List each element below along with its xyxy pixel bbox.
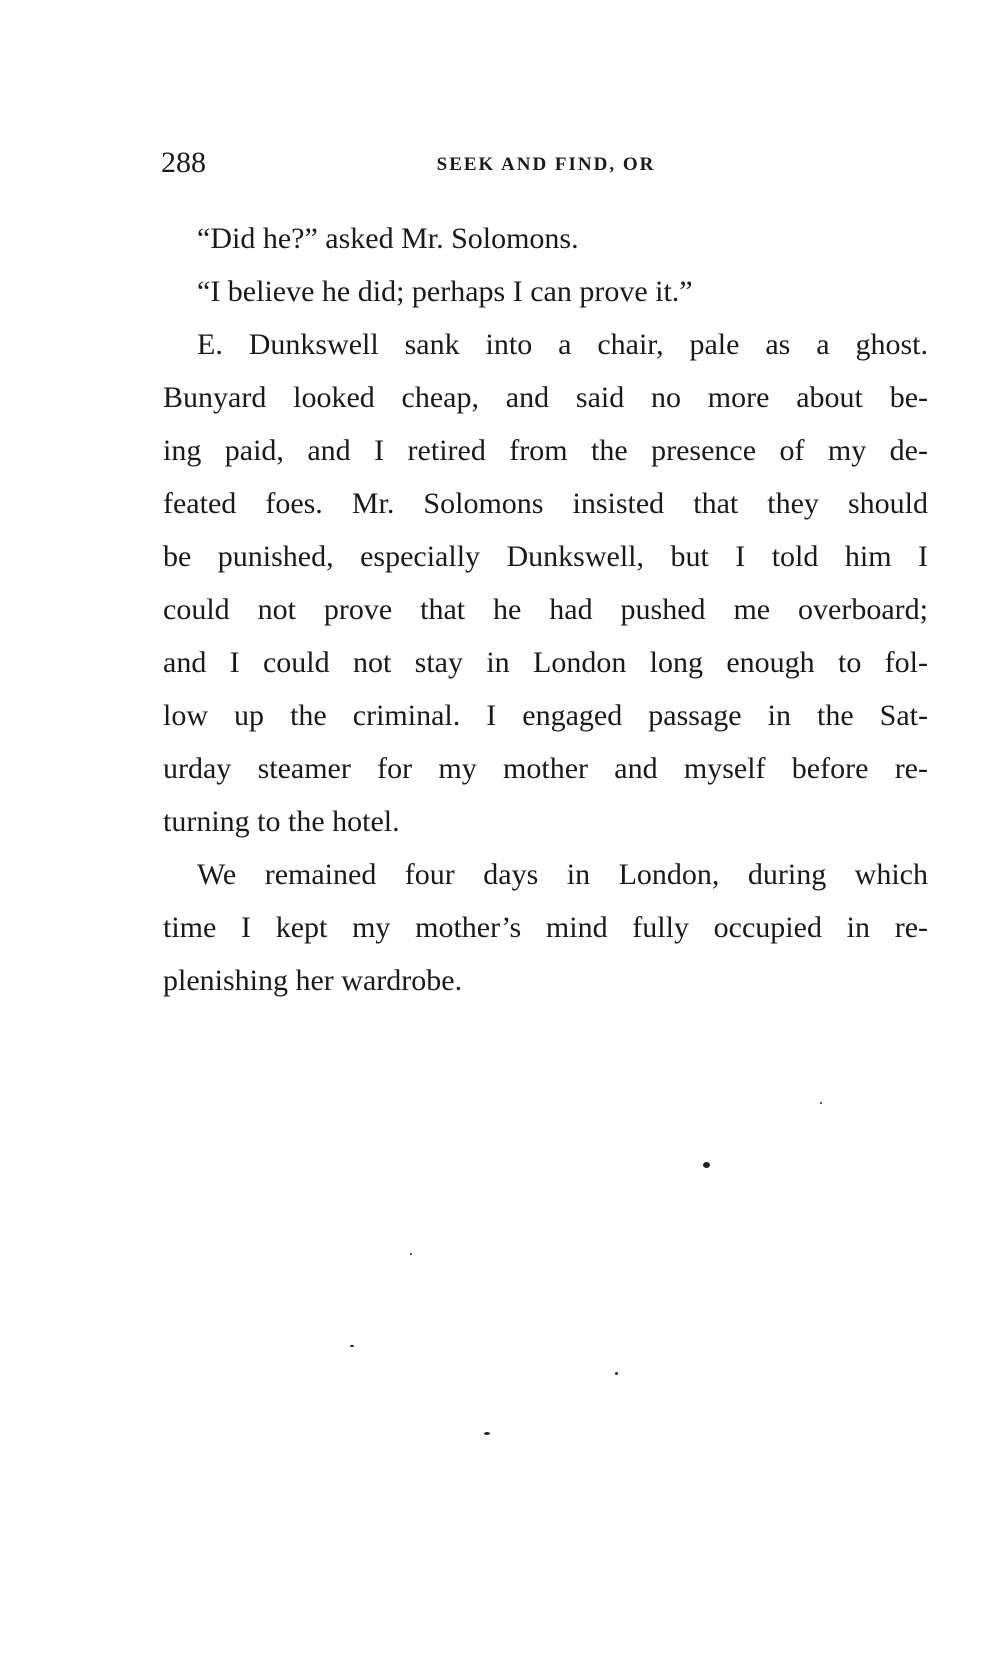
text-line: ing paid, and I retired from the presence of my de- xyxy=(163,434,928,467)
text-line: plenishing her wardrobe. xyxy=(163,964,463,997)
scan-speck xyxy=(410,1253,412,1255)
scan-speck xyxy=(350,1345,354,1347)
paragraph-4 xyxy=(163,848,928,1007)
text-line: urday steamer for my mother and myself before re- xyxy=(163,752,928,785)
text-line: and I could not stay in London long enough to fol- xyxy=(163,646,928,679)
paragraph-3 xyxy=(163,318,928,848)
text-line: be punished, especially Dunkswell, but I told him I xyxy=(163,540,928,573)
text-line: “I believe he did; perhaps I can prove it.” xyxy=(197,275,693,308)
paragraph-2 xyxy=(163,265,928,318)
body-text xyxy=(163,212,928,1007)
text-line: We remained four days in London, during which xyxy=(197,858,928,891)
page-header xyxy=(161,143,931,183)
text-line: turning to the hotel. xyxy=(163,805,400,838)
scan-speck xyxy=(820,1102,822,1104)
scan-speck xyxy=(615,1372,618,1375)
running-title: SEEK AND FIND, OR xyxy=(436,154,656,175)
text-line: Bunyard looked cheap, and said no more about be- xyxy=(163,381,928,414)
text-line: E. Dunkswell sank into a chair, pale as a ghost. xyxy=(197,328,928,361)
text-line: feated foes. Mr. Solomons insisted that they should xyxy=(163,487,928,520)
text-line: could not prove that he had pushed me overboard; xyxy=(163,593,928,626)
paragraph-1 xyxy=(163,212,928,265)
text-line: “Did he?” asked Mr. Solomons. xyxy=(197,222,579,255)
text-line: low up the criminal. I engaged passage in the Sat- xyxy=(163,699,928,732)
text-line: time I kept my mother’s mind fully occupied in re- xyxy=(163,911,928,944)
scan-speck xyxy=(484,1432,490,1435)
scan-speck xyxy=(703,1162,710,1168)
page-number: 288 xyxy=(161,146,206,179)
